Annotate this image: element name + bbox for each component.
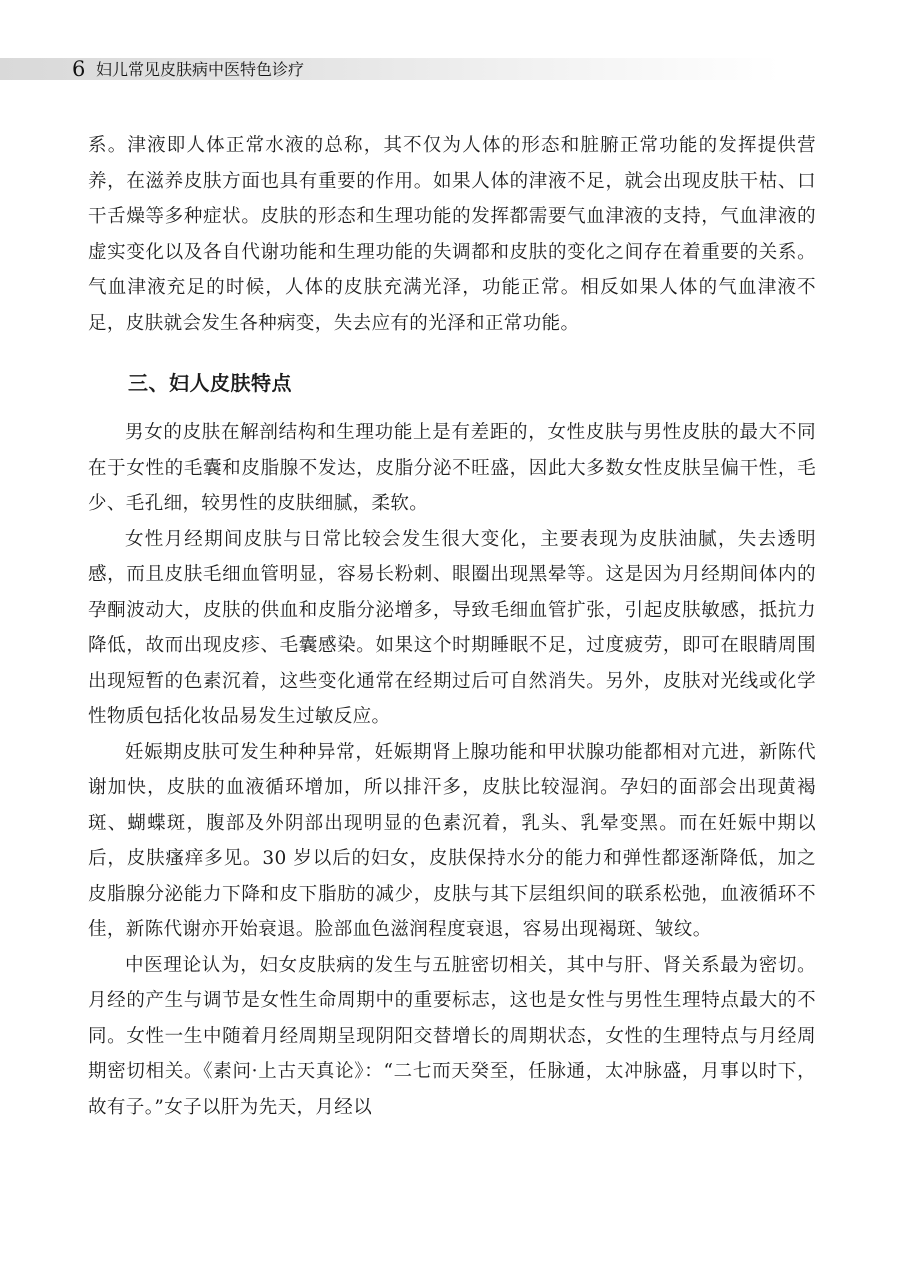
- section-heading: 三、妇人皮肤特点: [128, 371, 292, 395]
- body-paragraph: 男女的皮肤在解剖结构和生理功能上是有差距的，女性皮肤与男性皮肤的最大不同在于女性的毛囊和皮脂腺不发达，皮脂分泌不旺盛，因此大多数女性皮肤呈偏干性，毛少、毛孔细，较男性的皮肤细腻，柔软。: [88, 422, 816, 514]
- body-paragraph: 中医理论认为，妇女皮肤病的发生与五脏密切相关，其中与肝、肾关系最为密切。月经的产生与调节是女性生命周期中的重要标志，这也是女性与男性生理特点最大的不同。女性一生中随着月经周期呈现阴阳交替增长的周期状态，女性的生理特点与月经周期密切相关。《素问·上古天真论》：“二七而天癸至，任脉通，太冲脉盛，月事以时下，故有子。”女子以肝为先天，月经以: [88, 954, 816, 1118]
- page-body: [88, 128, 816, 1125]
- book-title: 妇儿常见皮肤病中医特色诊疗: [96, 60, 305, 79]
- body-paragraph: 妊娠期皮肤可发生种种异常，妊娠期肾上腺功能和甲状腺功能都相对亢进，新陈代谢加快，皮肤的血液循环增加，所以排汗多，皮肤比较湿润。孕妇的面部会出现黄褐斑、蝴蝶斑，腹部及外阴部出现明显的色素沉着，乳头、乳晕变黑。而在妊娠中期以后，皮肤瘙痒多见。30 岁以后的妇女，皮肤保持水分的能力和弹性都逐渐降低，加之皮脂腺分泌能力下降和皮下脂肪的减少，皮肤与其下层组织间的联系松弛，血液循环不佳，新陈代谢亦开始衰退。脸部血色滋润程度衰退，容易出现褐斑、皱纹。: [88, 741, 816, 940]
- continued-paragraph: 系。津液即人体正常水液的总称，其不仅为人体的形态和脏腑正常功能的发挥提供营养，在滋养皮肤方面也具有重要的作用。如果人体的津液不足，就会出现皮肤干枯、口干舌燥等多种症状。皮肤的形态和生理功能的发挥都需要气血津液的支持，气血津液的虚实变化以及各自代谢功能和生理功能的失调都和皮肤的变化之间存在着重要的关系。气血津液充足的时候，人体的皮肤充满光泽，功能正常。相反如果人体的气血津液不足，皮肤就会发生各种病变，失去应有的光泽和正常功能。: [88, 135, 816, 334]
- body-paragraph: 女性月经期间皮肤与日常比较会发生很大变化，主要表现为皮肤油腻，失去透明感，而且皮肤毛细血管明显，容易长粉刺、眼圈出现黑晕等。这是因为月经期间体内的孕酮波动大，皮肤的供血和皮脂分泌增多，导致毛细血管扩张，引起皮肤敏感，抵抗力降低，故而出现皮疹、毛囊感染。如果这个时期睡眠不足，过度疲劳，即可在眼睛周围出现短暂的色素沉着，这些变化通常在经期过后可自然消失。另外，皮肤对光线或化学性物质包括化妆品易发生过敏反应。: [88, 528, 816, 727]
- page-number: 6: [72, 57, 86, 81]
